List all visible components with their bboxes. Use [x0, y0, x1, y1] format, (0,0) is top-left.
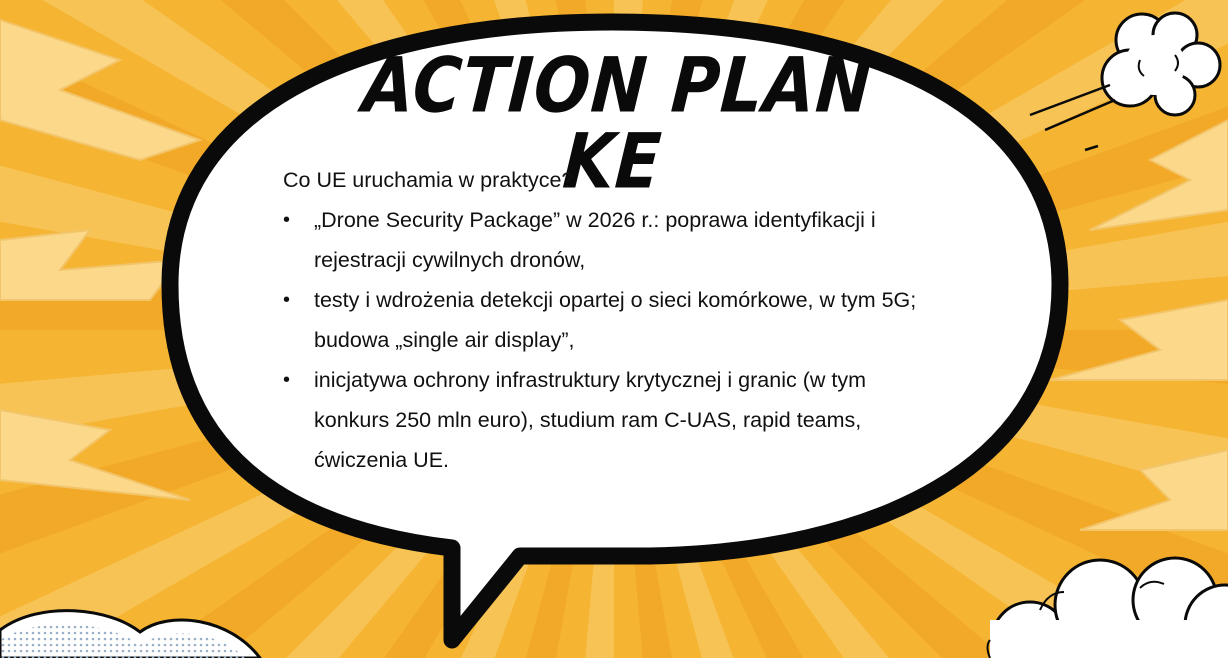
bullet-dot-icon: •	[283, 369, 291, 391]
bullet-dot-icon: •	[283, 209, 291, 231]
list-item-text: testy i wdrożenia detekcji opartej o sieci komórkowe, w tym 5G; budowa „single air display”,	[314, 288, 917, 352]
list-item-text: „Drone Security Package” w 2026 r.: poprawa identyfikacji i rejestracji cywilnych dronów,	[314, 208, 876, 272]
bullet-dot-icon: •	[283, 289, 291, 311]
slide-body	[283, 160, 943, 480]
list-item	[283, 200, 943, 280]
slide-title: ACTION PLAN KE	[360, 41, 876, 206]
list-item-text: inicjatywa ochrony infrastruktury krytycznej i granic (w tym konkurs 250 mln euro), studium ram C-UAS, rapid teams, ćwiczenia UE.	[314, 368, 866, 472]
bullet-list	[283, 200, 943, 480]
list-item	[283, 280, 943, 360]
list-item	[283, 360, 943, 480]
intro-text: Co UE uruchamia w praktyce?	[283, 168, 574, 192]
